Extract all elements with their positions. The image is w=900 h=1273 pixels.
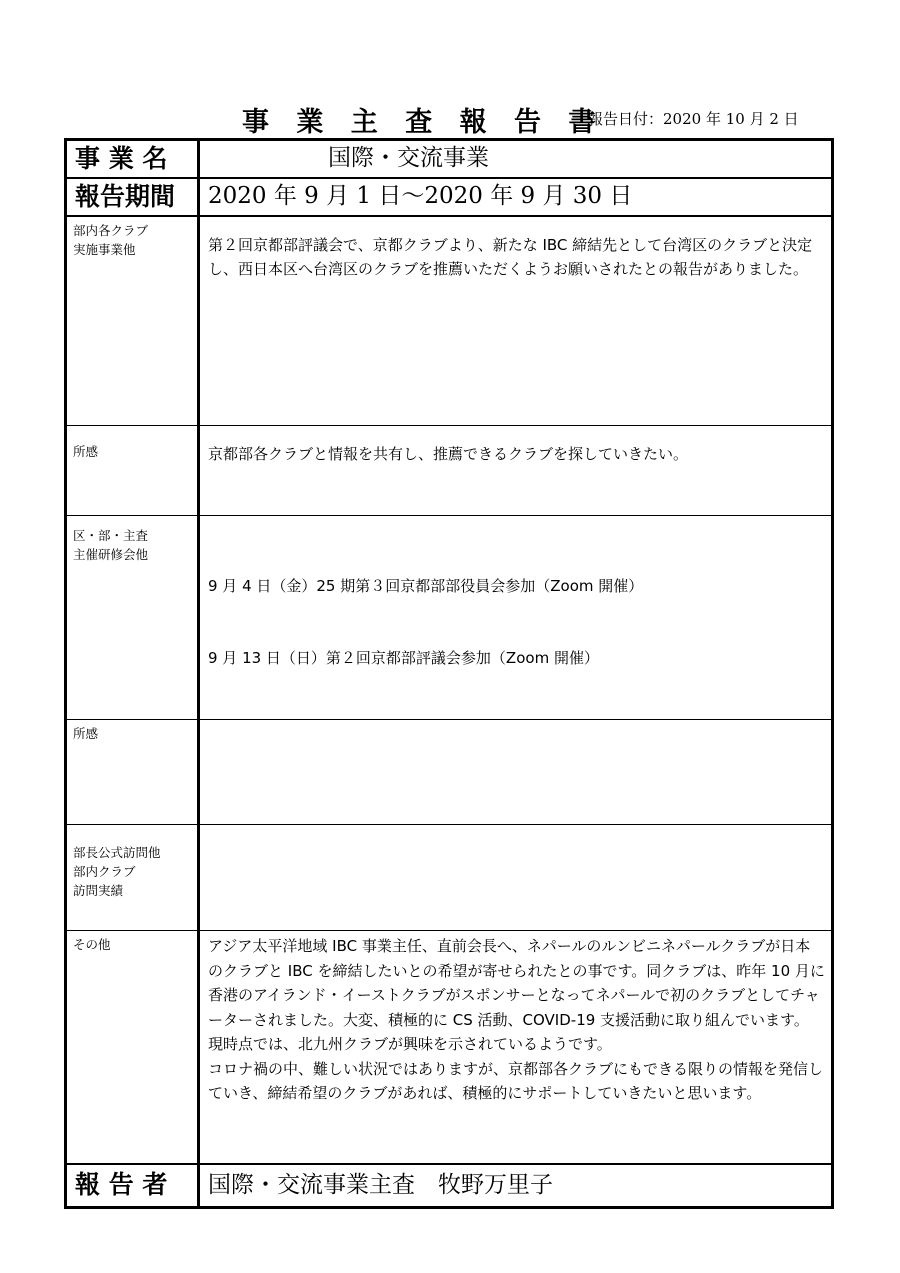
- club-activities-label-line2: 実施事業他: [73, 241, 136, 257]
- report-date: 報告日付：2020 年 10 月 2 日: [588, 110, 799, 128]
- club-activities-cell: [199, 216, 833, 426]
- visits-row: [66, 825, 833, 931]
- document-title: 事 業 主 査 報 告 書: [242, 107, 605, 138]
- seminars-label-line2: 主催研修会他: [73, 547, 149, 562]
- seminars-row: [66, 516, 833, 720]
- seminars-label-cell: [66, 516, 199, 720]
- impression1-label-cell: [66, 426, 199, 516]
- impression1-text: 京都部各クラブと情報を共有し、推薦できるクラブを探していきたい。: [208, 445, 689, 463]
- project-name-value-cell: [199, 140, 833, 178]
- period-value-cell: [199, 178, 833, 216]
- impression1-cell: [199, 426, 833, 516]
- club-activities-text: 第２回京都部評議会で、京都クラブより、新たな IBC 締結先として台湾区のクラブと決定し、西日本区へ台湾区のクラブを推薦いただくようお願いされたとの報告がありました。: [208, 235, 813, 278]
- other-cell: [199, 931, 833, 1164]
- impression1-label: 所感: [73, 444, 99, 459]
- impression2-label: 所感: [73, 726, 99, 741]
- impression2-row: [66, 720, 833, 825]
- project-name-row: [66, 140, 833, 178]
- impression2-label-cell: [66, 720, 199, 825]
- period-row: [66, 178, 833, 216]
- club-activities-label-cell: [66, 216, 199, 426]
- seminars-label-line1: 区・部・主査: [73, 528, 149, 543]
- other-text: アジア太平洋地域 IBC 事業主任、直前会長へ、ネパールのルンビニネパールクラブが日本のクラブと IBC を締結したいとの希望が寄せられたとの事です。同クラブは、昨年 10 月に香港のアイランド・イーストクラブがスポンサーとなってネパールで初のクラブとしてチャーターされました。大変、積極的に CS 活動、COVID-19 支援活動に取り組んでいます。 現時点では、北九州クラブが興味を示されているようです。 コロナ禍の中、難しい状況ではありますが、京都部各クラブにもできる限りの情報を発信していき、締結希望のクラブがあれば、積極的にサポートしていきたいと思います。: [208, 937, 825, 1102]
- visits-label-cell: [66, 825, 199, 931]
- seminars-label: [67, 516, 197, 564]
- club-activities-label-line1: 部内各クラブ: [73, 222, 149, 238]
- reporter-value: 国際・交流事業主査 牧野万里子: [208, 1171, 553, 1198]
- other-label: その他: [73, 937, 111, 952]
- period-value: 2020 年 9 月 1 日～2020 年 9 月 30 日: [208, 182, 633, 209]
- visits-label: [67, 825, 197, 900]
- period-label-cell: [66, 178, 199, 216]
- other-row: [66, 931, 833, 1164]
- visits-label-line2: 部内クラブ: [73, 864, 136, 879]
- other-label-cell: [66, 931, 199, 1164]
- visits-label-line3: 訪問実績: [73, 883, 124, 898]
- reporter-label: 報 告 者: [75, 1169, 168, 1199]
- project-name-label: 事 業 名: [75, 144, 168, 173]
- impression2-cell: [199, 720, 833, 825]
- club-activities-label: [67, 217, 197, 259]
- project-name-label-cell: [66, 140, 199, 178]
- reporter-row: [66, 1164, 833, 1208]
- seminar-item: 9 月 4 日（金）25 期第３回京都部部役員会参加（Zoom 開催）: [208, 577, 644, 595]
- reporter-value-cell: [199, 1164, 833, 1208]
- club-activities-row: [66, 216, 833, 426]
- period-label: 報告期間: [75, 181, 176, 211]
- reporter-label-cell: [66, 1164, 199, 1208]
- impression1-row: [66, 426, 833, 516]
- project-name-value: 国際・交流事業: [328, 145, 489, 171]
- visits-cell: [199, 825, 833, 931]
- seminars-cell: [199, 516, 833, 720]
- seminar-item: 9 月 13 日（日）第２回京都部評議会参加（Zoom 開催）: [208, 649, 599, 667]
- seminars-list: [200, 516, 831, 719]
- report-form: [64, 138, 834, 1209]
- visits-label-line1: 部長公式訪問他: [73, 845, 161, 860]
